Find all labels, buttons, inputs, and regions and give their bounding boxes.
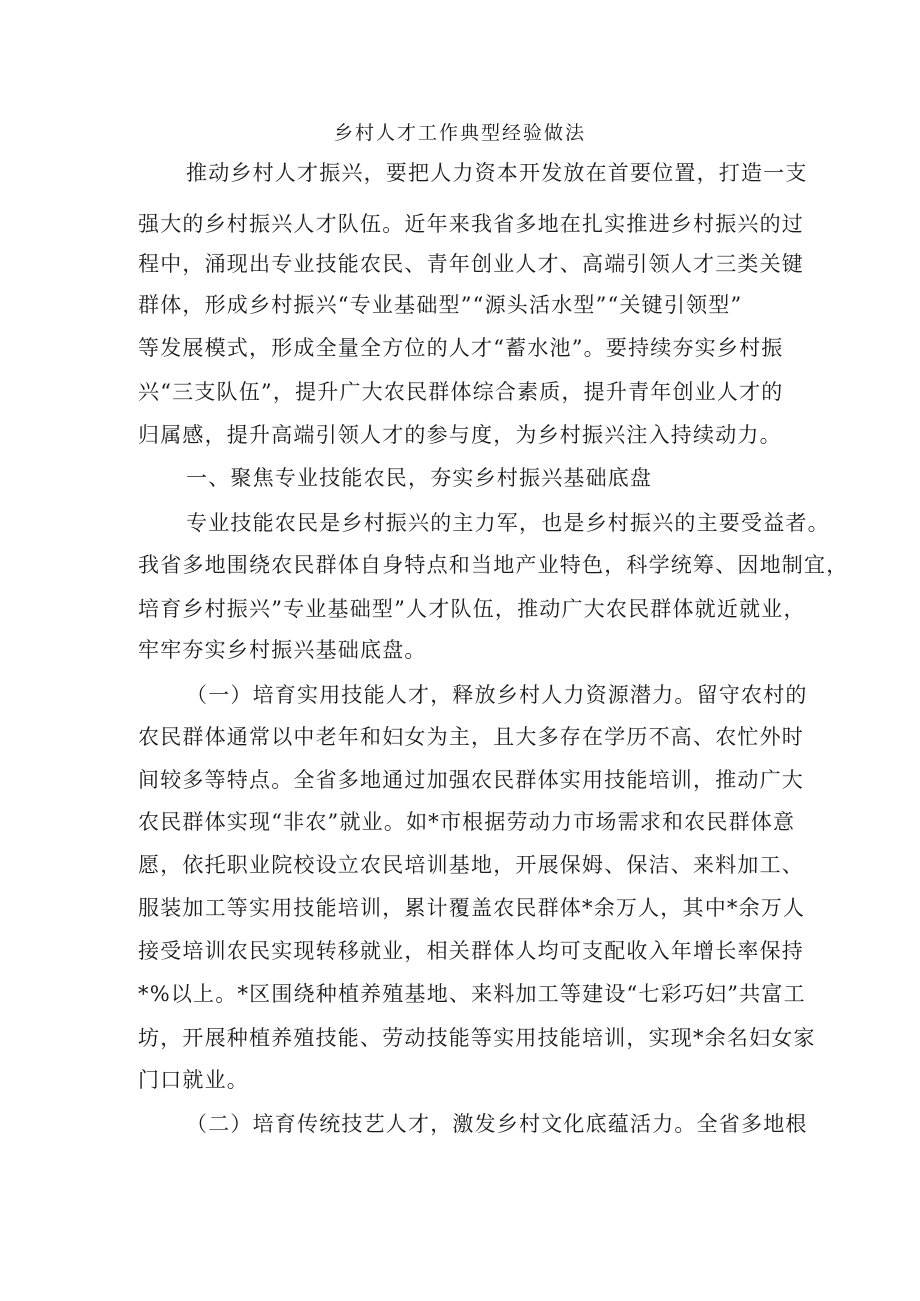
paragraph-line: 专业技能农民是乡村振兴的主力军，也是乡村振兴的主要受益者。: [186, 511, 830, 535]
paragraph-line: 农民群体通常以中老年和妇女为主，且大多存在学历不高、农忙外时: [138, 725, 804, 749]
paragraph-line: 培育乡村振兴”专业基础型”人才队伍，推动广大农民群体就近就业，: [138, 597, 806, 621]
paragraph-line: 愿，依托职业院校设立农民培训基地，开展保姆、保洁、来料加工、: [138, 853, 804, 877]
paragraph-line: 强大的乡村振兴人才队伍。近年来我省多地在扎实推进乡村振兴的过: [138, 212, 804, 236]
paragraph-line: 服装加工等实用技能培训，累计覆盖农民群体*余万人，其中*余万人: [138, 896, 806, 920]
paragraph-line: 坊，开展种植养殖技能、劳动技能等实用技能培训，实现*余名妇女家: [138, 1026, 816, 1050]
paragraph-line: （二）培育传统技艺人才，激发乡村文化底蕴活力。全省多地根: [186, 1112, 808, 1136]
paragraph-line: 推动乡村人才振兴，要把人力资本开发放在首要位置，打造一支: [186, 161, 808, 185]
paragraph-line: 门口就业。: [138, 1068, 249, 1092]
paragraph-line: 兴“三支队伍”，提升广大农民群体综合素质，提升青年创业人才的: [138, 380, 784, 404]
paragraph-line: （一）培育实用技能人才，释放乡村人力资源潜力。留守农村的: [186, 683, 808, 707]
paragraph-line: 牢牢夯实乡村振兴基础底盘。: [138, 638, 427, 662]
paragraph-line: 归属感，提升高端引领人才的参与度，为乡村振兴注入持续动力。: [138, 423, 782, 447]
paragraph-line: *%以上。*区围绕种植养殖基地、来料加工等建设“七彩巧妇”共富工: [138, 982, 806, 1006]
paragraph-line: 农民群体实现“非农”就业。如*市根据劳动力市场需求和农民群体意: [138, 810, 796, 834]
paragraph-line: 间较多等特点。全省多地通过加强农民群体实用技能培训，推动广大: [138, 768, 804, 792]
paragraph-line: 接受培训农民实现转移就业，相关群体人均可支配收入年增长率保持: [138, 939, 804, 963]
paragraph-line: 等发展模式，形成全量全方位的人才“蓄水池”。要持续夯实乡村振: [138, 336, 784, 360]
paragraph-line: 程中，涌现出专业技能农民、青年创业人才、高端引领人才三类关键: [138, 252, 804, 276]
section-heading: 一、聚焦专业技能农民，夯实乡村振兴基础底盘: [186, 466, 653, 490]
paragraph-line: 群体，形成乡村振兴“专业基础型”“源头活水型”“关键引领型”: [138, 293, 743, 317]
paragraph-line: 我省多地围绕农民群体自身特点和当地产业特色，科学统筹、因地制宜，: [138, 553, 849, 577]
document-title: 乡村人才工作典型经验做法: [333, 122, 586, 144]
